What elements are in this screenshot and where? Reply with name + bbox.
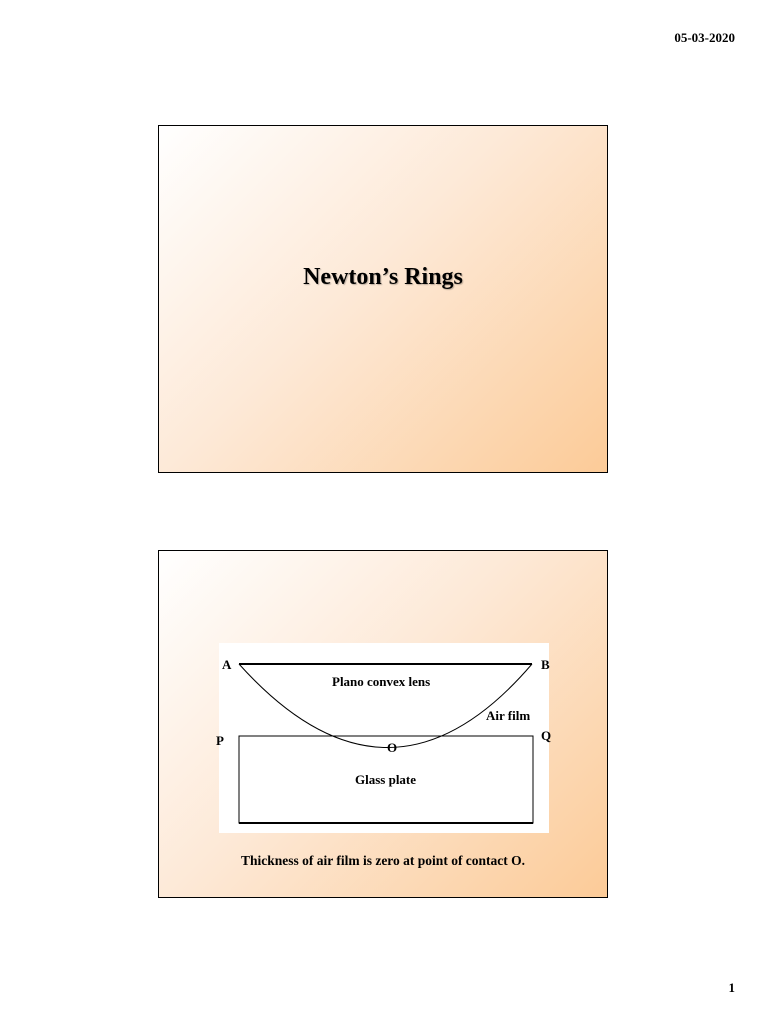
slide-title: Newton’s Rings	[303, 264, 463, 290]
glass-plate-label: Glass plate	[355, 772, 417, 787]
slide-title-card	[158, 125, 608, 473]
page-date: 05-03-2020	[674, 30, 735, 45]
slide-diagram-card	[158, 550, 608, 898]
slide-caption: Thickness of air film is zero at point of contact O.	[240, 853, 526, 868]
air-film-label: Air film	[486, 708, 531, 723]
point-o-label: O	[387, 740, 398, 755]
newtons-rings-diagram	[216, 643, 552, 833]
point-a-label: A	[222, 657, 232, 672]
lens-label: Plano convex lens	[332, 674, 431, 689]
point-p-label: P	[216, 733, 224, 748]
point-q-label: Q	[541, 728, 552, 743]
diagram-drawing	[219, 643, 552, 833]
page-number: 1	[728, 980, 735, 995]
point-b-label: B	[541, 657, 550, 672]
